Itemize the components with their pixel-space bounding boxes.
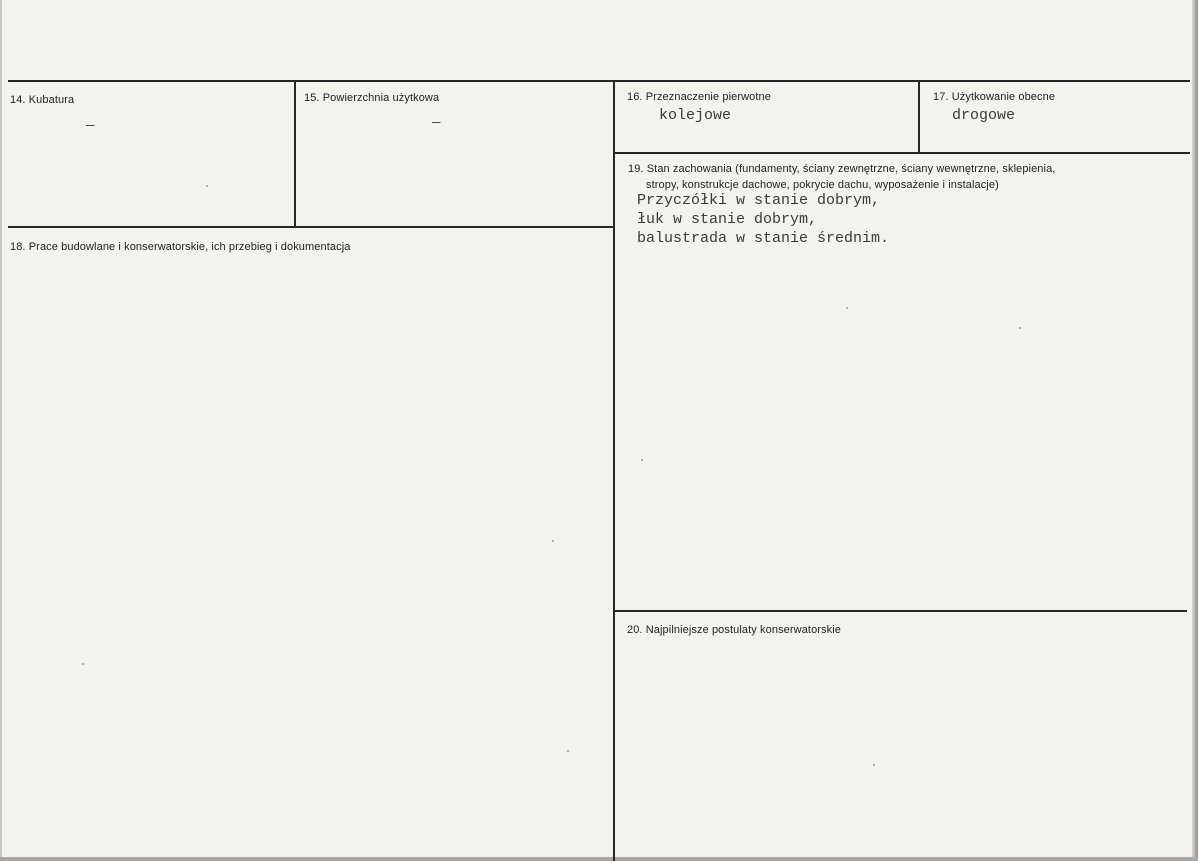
field-14-value: — (86, 118, 95, 134)
paper-speck (641, 459, 643, 461)
paper-speck (82, 663, 84, 665)
paper-speck (552, 540, 554, 542)
divider-16-17 (918, 80, 920, 153)
field-15-label: 15. Powierzchnia użytkowa (304, 92, 440, 104)
field-15-value: — (432, 115, 441, 131)
top-rule (8, 80, 1190, 82)
center-divider (613, 80, 615, 861)
paper-speck (873, 764, 875, 766)
field-19-line: łuk w stanie dobrym, (637, 211, 818, 228)
field-16-label: 16. Przeznaczenie pierwotne (627, 91, 771, 103)
field-19-line: balustrada w stanie średnim. (637, 230, 890, 247)
field-16-value: kolejowe (659, 107, 732, 124)
field-17-value: drogowe (952, 107, 1016, 124)
field-19-line: Przyczółki w stanie dobrym, (637, 192, 881, 209)
sheet-right-edge (1192, 0, 1198, 861)
divider-14-15 (294, 80, 296, 228)
field-19-label-cont: stropy, konstrukcje dachowe, pokrycie dachu, wyposażenie i instalacje) (646, 179, 999, 191)
sheet-left-edge (0, 0, 2, 861)
paper-speck (846, 307, 848, 309)
field-19-label: 19. Stan zachowania (fundamenty, ściany zewnętrzne, ściany wewnętrzne, sklepienia, (628, 163, 1056, 175)
field-19-value (637, 191, 889, 248)
paper-speck (206, 185, 208, 187)
field-17-label: 17. Użytkowanie obecne (933, 91, 1056, 103)
field-14-label: 14. Kubatura (10, 94, 75, 106)
rule-below-19 (615, 610, 1187, 612)
field-20-label: 20. Najpilniejsze postulaty konserwatorskie (627, 624, 842, 636)
rule-below-14-15 (8, 226, 614, 228)
paper-speck (567, 750, 569, 752)
paper-speck (1019, 327, 1021, 329)
rule-below-16-17 (615, 152, 1190, 154)
field-18-label: 18. Prace budowlane i konserwatorskie, ich przebieg i dokumentacja (10, 241, 351, 253)
sheet-bottom-edge (0, 857, 1198, 861)
